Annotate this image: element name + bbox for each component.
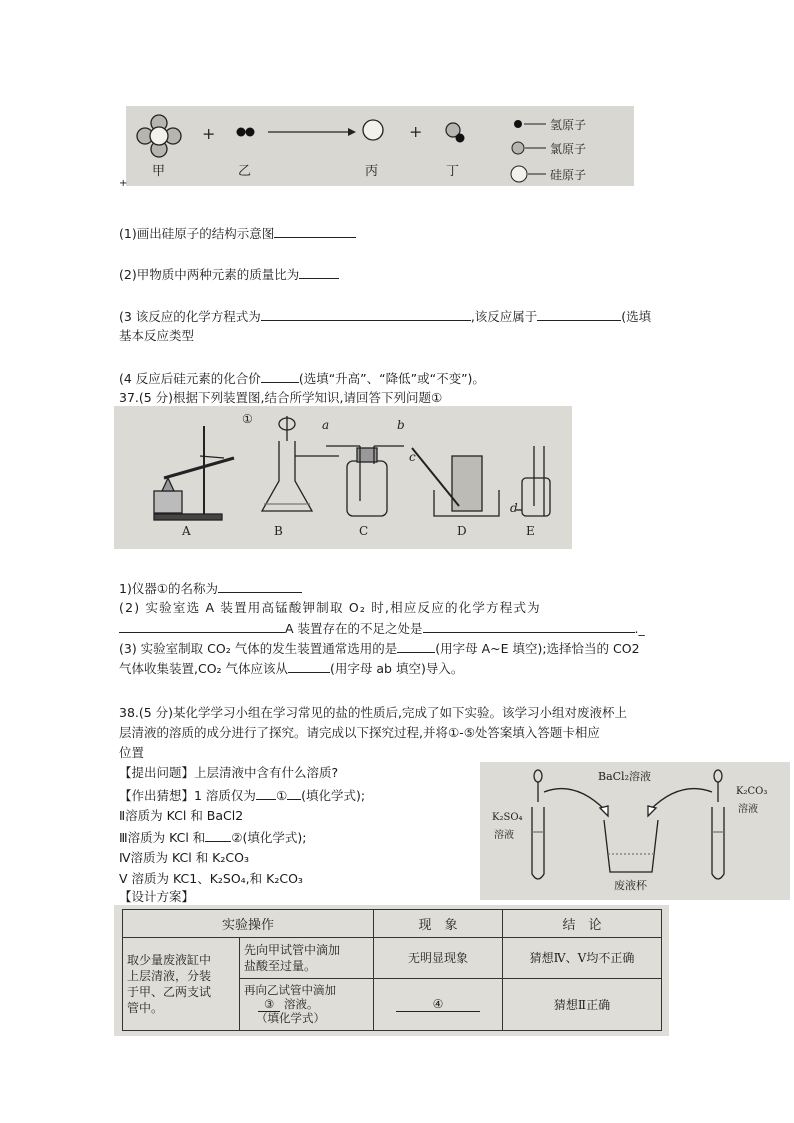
q36-part4: (4 反应后硅元素的化合价 (选填“升高”、“降低”或“不变”)。: [119, 371, 485, 386]
q36-part1: (1)画出硅原子的结构示意图: [119, 224, 356, 243]
q38-question: 【提出问题】上层清液中含有什么溶质?: [119, 765, 339, 780]
hydrogen-atom: [246, 128, 255, 137]
legend-chlorine-label: 氯原子: [550, 142, 587, 156]
header-operation: 实验操作: [123, 910, 374, 938]
mark-c: c: [409, 450, 416, 464]
q38-hypothesis-4: Ⅳ溶质为 KCl 和 K₂CO₃: [119, 850, 249, 865]
k2so4-label: K₂SO₄: [492, 812, 523, 823]
legend-silicon-icon: [511, 166, 527, 182]
apparatus-figure: [114, 406, 572, 549]
q36-part2: (2)甲物质中两种元素的质量比为: [119, 265, 339, 284]
row1-operation: 先向甲试管中滴加 盐酸至过量。: [240, 938, 374, 979]
plus-sign: +: [202, 124, 216, 143]
q37-part1: 1)仪器①的名称为: [119, 579, 302, 598]
k2co3-label: K₂CO₃: [736, 786, 768, 797]
header-conclusion: 结 论: [503, 910, 662, 938]
label-yi: 乙: [238, 164, 252, 179]
beaker-figure: [480, 762, 790, 900]
hydrogen-atom: [237, 128, 246, 137]
k2so4-solution-label: 溶液: [494, 830, 514, 841]
row1-phenomenon: 无明显现象: [374, 938, 503, 979]
legend-hydrogen-label: 氢原子: [550, 118, 587, 132]
bacl2-label: BaCl₂溶液: [598, 770, 651, 783]
experiment-table: [122, 909, 662, 1031]
mark-circle1: ①: [242, 412, 253, 426]
row2-phenomenon: ④: [374, 978, 503, 1030]
reaction-figure: [126, 106, 634, 186]
op-main-cell: 取少量废液缸中 上层清液，分装 于甲、乙两支试 管中。: [123, 938, 240, 1031]
hydrogen-atom: [456, 134, 465, 143]
q38-intro-line2: 层清液的溶质的成分进行了探究。请完成以下探究过程,并将①-⑤处答案填入答题卡相应: [119, 725, 600, 740]
legend-silicon-label: 硅原子: [550, 168, 587, 182]
legend-hydrogen-icon: [514, 120, 522, 128]
q38-intro-line1: 38.(5 分)某化学学习小组在学习常见的盐的性质后,完成了如下实验。该学习小组对废液杯上: [119, 705, 628, 720]
row2-conclusion: 猜想Ⅱ正确: [503, 978, 662, 1030]
silicon-atom: [150, 127, 168, 145]
q37-part3-cont: 气体收集装置,CO₂ 气体应该从 (用字母 ab 填空)导入。: [119, 661, 464, 676]
q38-design-heading: 【设计方案】: [119, 889, 195, 904]
mark-d: d: [510, 501, 518, 515]
silicon-atom: [363, 120, 383, 140]
row2-operation: 再向乙试管中滴加 ③ 溶液。 （填化学式）: [240, 978, 374, 1030]
row1-conclusion: 猜想Ⅳ、Ⅴ均不正确: [503, 938, 662, 979]
label-bing: 丙: [365, 164, 379, 179]
mark-a: a: [322, 418, 330, 432]
apparatus-label-d: D: [457, 524, 467, 538]
q38-hypothesis-1: 【作出猜想】1 溶质仅为 ① (填化学式);: [119, 788, 366, 803]
q38-intro-line3: 位置: [119, 745, 145, 760]
apparatus-label-b: B: [274, 524, 283, 538]
k2co3-solution-label: 溶液: [738, 804, 758, 815]
q38-hypothesis-5: V 溶质为 KC1、K₂SO₄,和 K₂CO₃: [119, 871, 303, 886]
cut-marker: +: [119, 178, 128, 189]
experiment-table-photo: [114, 905, 669, 1036]
label-ding: 丁: [446, 164, 460, 179]
q38-hypothesis-3: Ⅲ溶质为 KCl 和 ②(填化学式);: [119, 830, 307, 845]
apparatus-label-c: C: [359, 524, 369, 538]
header-phenomenon: 现 象: [374, 910, 503, 938]
legend-chlorine-icon: [512, 142, 524, 154]
q37-part2-cont: A 装置存在的不足之处是 ._: [119, 619, 645, 638]
q37-title: 37.(5 分)根据下列装置图,结合所学知识,请回答下列问题①: [119, 390, 443, 405]
mark-b: b: [397, 418, 405, 432]
apparatus-label-a: A: [182, 524, 191, 538]
label-jia: 甲: [152, 164, 166, 179]
q37-part2: (2) 实验室选 A 装置用高锰酸钾制取 O₂ 时,相应反应的化学方程式为: [119, 600, 541, 615]
q36-part3-cont: 基本反应类型: [119, 328, 195, 343]
q36-part3: (3 该反应的化学方程式为 ,该反应属于 (选填: [119, 309, 652, 324]
apparatus-label-e: E: [526, 524, 535, 538]
waste-cup-label: 废液杯: [614, 879, 647, 892]
q38-hypothesis-2: Ⅱ溶质为 KCl 和 BaCl2: [119, 808, 244, 823]
plus-sign: +: [409, 122, 423, 141]
q37-part3: (3) 实验室制取 CO₂ 气体的发生装置通常选用的是 (用字母 A~E 填空);选择恰当的 CO2: [119, 641, 640, 656]
